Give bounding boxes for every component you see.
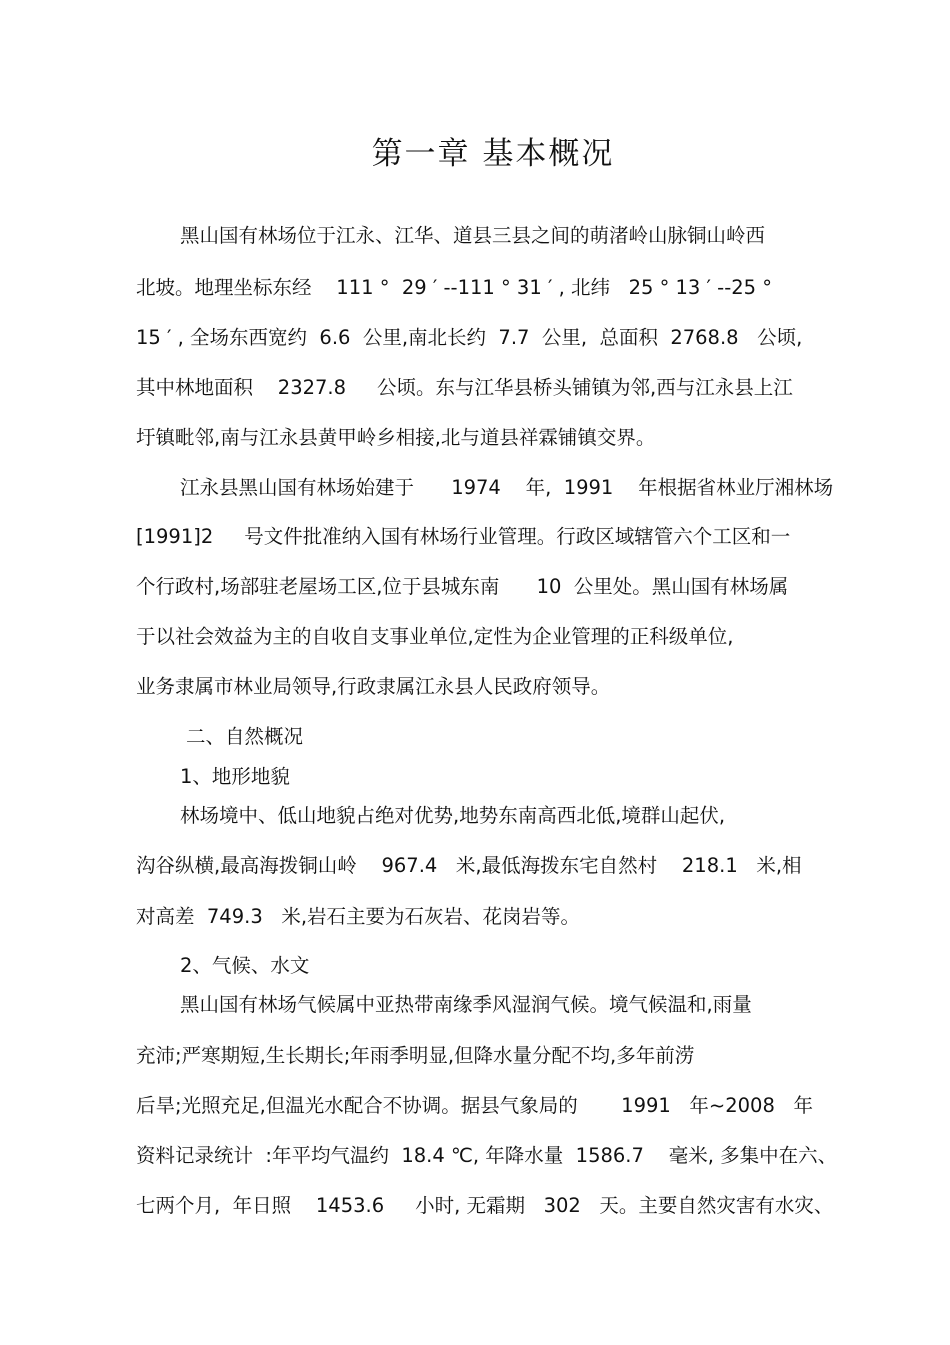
section-heading: 二、自然概况 bbox=[186, 725, 304, 748]
paragraph-line: 黑山国有林场气候属中亚热带南缘季风湿润气候。境气候温和,雨量 bbox=[180, 993, 752, 1016]
paragraph-line: 江永县黑山国有林场始建于 1974 年, 1991 年根据省林业厅湘林场 bbox=[180, 476, 834, 499]
paragraph-line: 沟谷纵横,最高海拨铜山岭 967.4 米,最低海拨东宅自然村 218.1 米,相 bbox=[136, 854, 802, 877]
subsection-heading: 1、地形地貌 bbox=[180, 765, 290, 788]
paragraph-line: 15 ′ , 全场东西宽约 6.6 公里,南北长约 7.7 公里, 总面积 2768.8 公顷, bbox=[136, 326, 803, 349]
subsection-heading: 2、气候、水文 bbox=[180, 954, 310, 977]
paragraph-line: 业务隶属市林业局领导,行政隶属江永县人民政府领导。 bbox=[136, 675, 611, 698]
paragraph-line: 充沛;严寒期短,生长期长;年雨季明显,但降水量分配不均,多年前涝 bbox=[136, 1044, 695, 1067]
paragraph-line: 其中林地面积 2327.8 公顷。东与江华县桥头铺镇为邻,西与江永县上江 bbox=[136, 376, 793, 399]
paragraph-line: 后旱;光照充足,但温光水配合不协调。据县气象局的 1991 年~2008 年 bbox=[136, 1094, 813, 1117]
paragraph-line: 黑山国有林场位于江永、江华、道县三县之间的萌渚岭山脉铜山岭西 bbox=[180, 224, 766, 247]
paragraph-line: 北坡。地理坐标东经 111 ° 29 ′ --111 ° 31 ′ , 北纬 25 ° 13 ′ --25 ° bbox=[136, 276, 772, 299]
paragraph-line: 对高差 749.3 米,岩石主要为石灰岩、花岗岩等。 bbox=[136, 905, 581, 928]
paragraph-line: 七两个月, 年日照 1453.6 小时, 无霜期 302 天。主要自然灾害有水灾、 bbox=[136, 1194, 834, 1217]
paragraph-line: 圩镇毗邻,南与江永县黄甲岭乡相接,北与道县祥霖铺镇交界。 bbox=[136, 426, 656, 449]
paragraph-line: [1991]2 号文件批准纳入国有林场行业管理。行政区域辖管六个工区和一 bbox=[136, 525, 791, 548]
chapter-title: 第一章 基本概况 bbox=[371, 136, 615, 172]
paragraph-line: 资料记录统计 :年平均气温约 18.4 ℃, 年降水量 1586.7 毫米, 多集中在六、 bbox=[136, 1144, 838, 1167]
paragraph-line: 于以社会效益为主的自收自支事业单位,定性为企业管理的正科级单位, bbox=[136, 625, 734, 648]
paragraph-line: 个行政村,场部驻老屋场工区,位于县城东南 10 公里处。黑山国有林场属 bbox=[136, 575, 789, 598]
paragraph-line: 林场境中、低山地貌占绝对优势,地势东南高西北低,境群山起伏, bbox=[180, 804, 726, 827]
